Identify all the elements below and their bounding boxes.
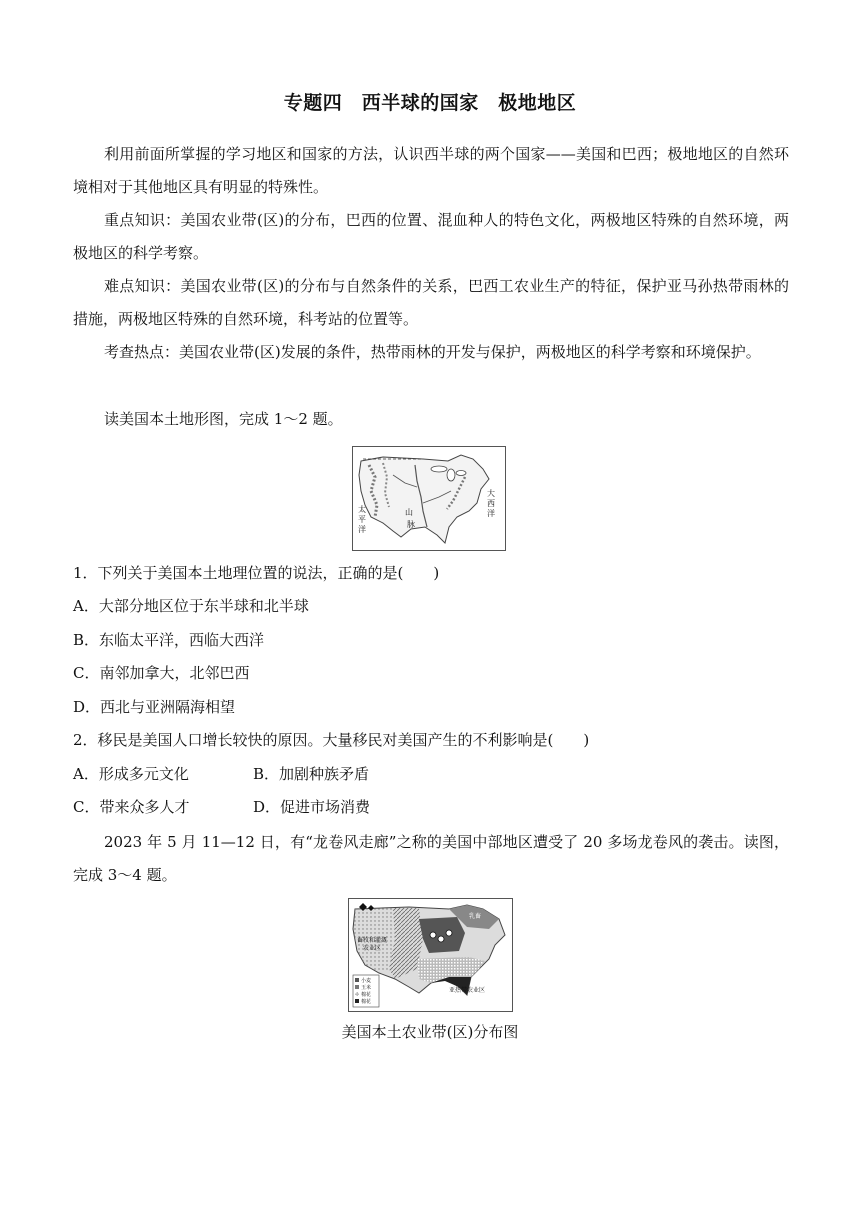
question-1-stem: 1．下列关于美国本土地理位置的说法，正确的是( ): [73, 564, 440, 582]
difficult-knowledge-paragraph: 难点知识：美国农业带(区)的分布与自然条件的关系，巴西工农业生产的特征，保护亚马孙热带雨林的措施，两极地区特殊的自然环境，科考站的位置等。: [73, 277, 789, 328]
question-1-option-a: A．大部分地区位于东半球和北半球: [73, 597, 309, 615]
question-2-option-b: B．加剧种族矛盾: [253, 765, 370, 783]
map2-label-dairy: 乳畜: [469, 913, 482, 920]
us-terrain-map-drawing: [353, 447, 505, 550]
map2-label-ranch: 畜牧和灌溉: [357, 937, 388, 944]
question-1-option-c: C．南邻加拿大，北邻巴西: [73, 664, 250, 682]
reading-instruction-2: 2023 年 5 月 11—12 日，有“龙卷风走廊”之称的美国中部地区遭受了 20 多场龙卷风的袭击。读图，完成 3～4 题。: [73, 833, 789, 884]
map2-label-subtropical: 亚热带农业区: [449, 987, 486, 994]
map2-label-ranch-area: 农业区: [363, 945, 382, 952]
us-terrain-map: [352, 446, 506, 551]
map1-label-range: 脉: [407, 520, 415, 529]
map2-legend-item-4: 棉花: [361, 999, 372, 1005]
question-2-option-d: D．促进市场消费: [253, 798, 371, 816]
question-1-option-d: D．西北与亚洲隔海相望: [73, 698, 236, 716]
intro-paragraph-1: 利用前面所掌握的学习地区和国家的方法，认识西半球的两个国家——美国和巴西；极地地区的自然环境相对于其他地区具有明显的特殊性。: [73, 145, 789, 196]
question-1-option-b: B．东临太平洋，西临大西洋: [73, 631, 265, 649]
question-2-option-c: C．带来众多人才: [73, 798, 190, 816]
map1-label-atlantic: 大西洋: [487, 489, 495, 518]
reading-instruction-1: 读美国本土地形图，完成 1～2 题。: [104, 410, 343, 428]
hot-topics-paragraph: 考查热点：美国农业带(区)发展的条件，热带雨林的开发与保护，两极地区的科学考察和环境保护。: [104, 343, 761, 361]
question-2-option-a: A．形成多元文化: [73, 765, 189, 783]
us-agricultural-belt-map: [348, 898, 513, 1012]
map1-label-mountain: 山: [405, 508, 413, 517]
page-title: 专题四 西半球的国家 极地地区: [283, 92, 577, 114]
map2-legend-item-2: 玉米: [361, 985, 372, 991]
map2-legend-item-3: 棉花: [361, 992, 372, 998]
key-knowledge-paragraph: 重点知识：美国农业带(区)的分布，巴西的位置、混血种人的特色文化，两极地区特殊的自然环境，两极地区的科学考察。: [73, 211, 789, 262]
question-2-stem: 2．移民是美国人口增长较快的原因。大量移民对美国产生的不利影响是( ): [73, 731, 590, 749]
map1-label-pacific: 太平洋: [358, 505, 366, 534]
us-agricultural-belt-map-drawing: [349, 899, 512, 1011]
map2-caption: 美国本土农业带(区)分布图: [341, 1023, 519, 1041]
map2-legend-item-1: 小麦: [361, 978, 372, 984]
